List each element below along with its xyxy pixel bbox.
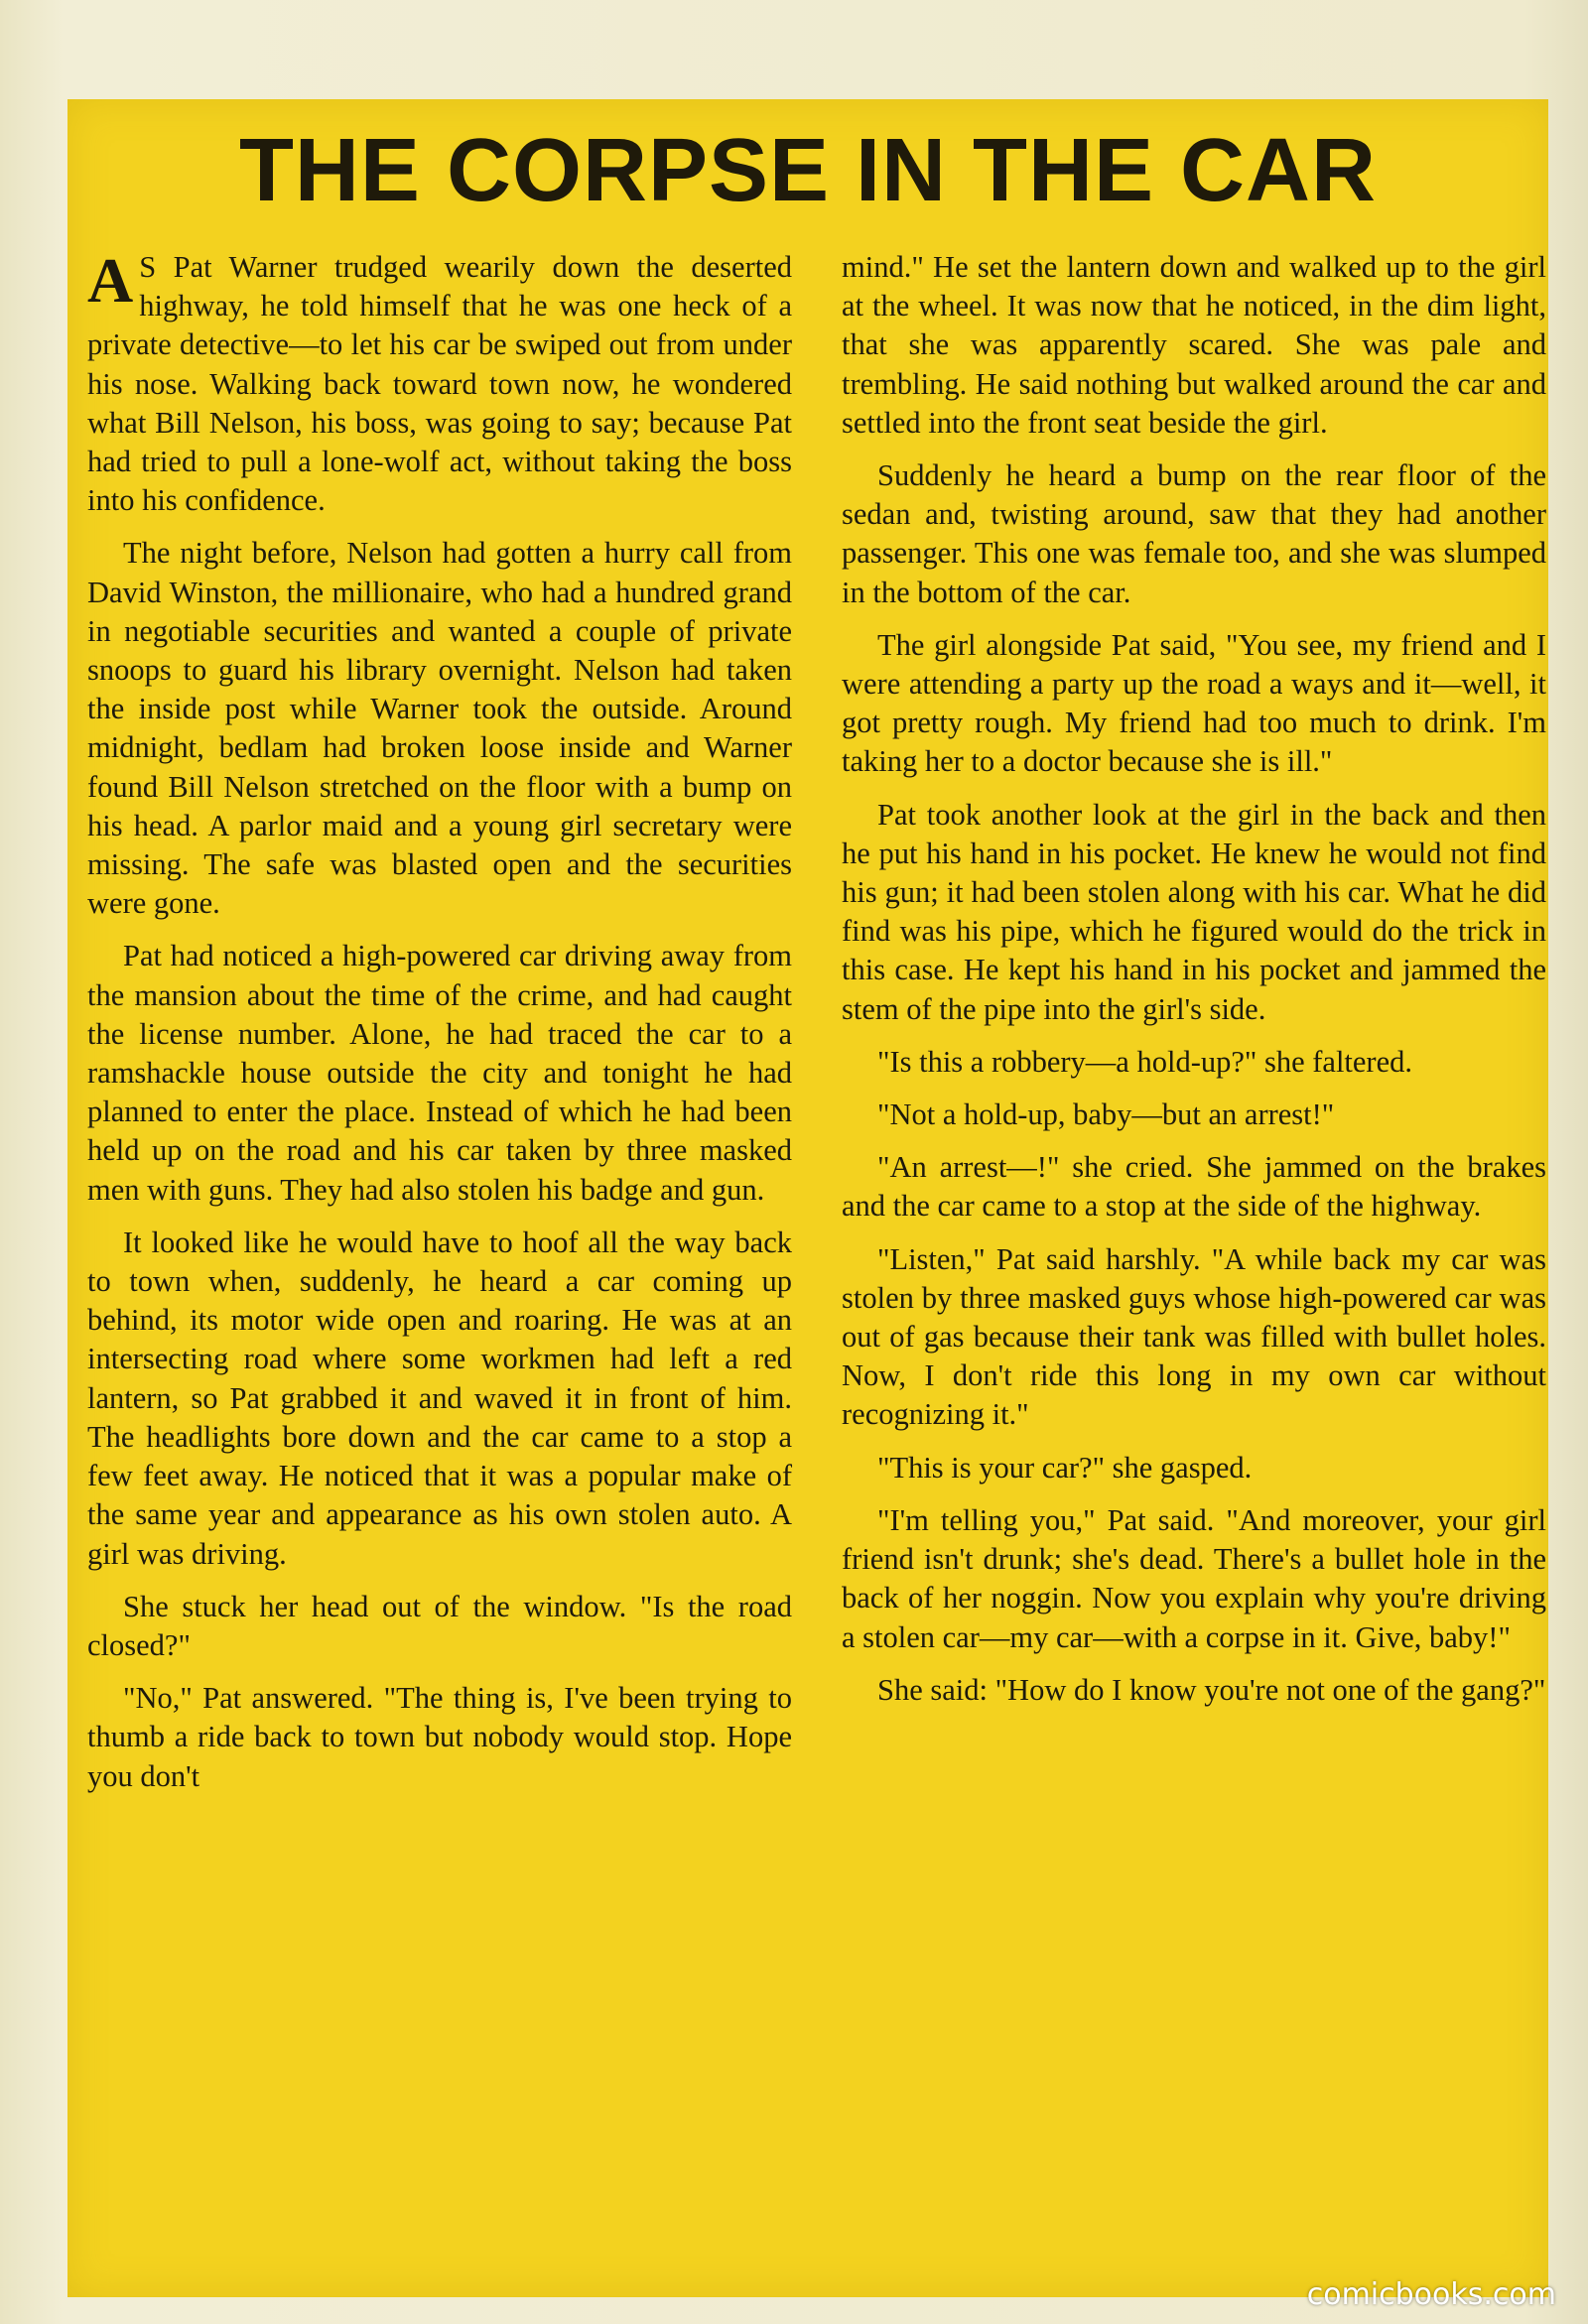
right-column bbox=[842, 248, 1546, 1724]
watermark-text: comicbooks.com bbox=[1306, 2277, 1556, 2312]
story-title: THE CORPSE IN THE CAR bbox=[238, 121, 1378, 220]
paragraph: "Not a hold-up, baby—but an arrest!" bbox=[877, 1097, 1335, 1132]
paragraph: "Listen," Pat said harshly. "A while back my car was stolen by three masked guys whose high-powered car was out of gas because their tank was filled with bullet holes. Now, I don't ride this long in my own car without recognizing it." bbox=[842, 1241, 1546, 1432]
paragraph: The girl alongside Pat said, "You see, my friend and I were attending a party up the road a ways and it—well, it got pretty rough. My friend had too much to drink. I'm taking her to a doctor because she is ill." bbox=[842, 627, 1546, 779]
paragraph: "This is your car?" she gasped. bbox=[877, 1450, 1253, 1485]
paragraph: "An arrest—!" she cried. She jammed on the brakes and the car came to a stop at the side of the highway. bbox=[842, 1150, 1546, 1224]
drop-cap: A bbox=[87, 245, 134, 316]
paragraph bbox=[87, 245, 792, 520]
paragraph: She stuck her head out of the window. "Is the road closed?" bbox=[87, 1589, 792, 1662]
paragraph: mind." He set the lantern down and walked up to the girl at the wheel. It was now that he noticed, in the dim light, that she was apparently scared. She was pale and trembling. He said nothing but walked around the car and settled into the front seat beside the girl. bbox=[842, 250, 1546, 440]
paragraph: Suddenly he heard a bump on the rear floor of the sedan and, twisting around, saw that they had another passenger. This one was female too, and she was slumped in the bottom of the car. bbox=[842, 458, 1546, 609]
paragraph: Pat took another look at the girl in the back and then he put his hand in his pocket. He knew he would not find his gun; it had been stolen along with his car. What he did find was his pipe, which he figured would do the trick in this case. He kept his hand in his pocket and jammed the stem of the pipe into the girl's side. bbox=[842, 797, 1546, 1026]
paragraph: "No," Pat answered. "The thing is, I've been trying to thumb a ride back to town but nobody would stop. Hope you don't bbox=[87, 1681, 792, 1793]
paragraph: She said: "How do I know you're not one of the gang?" bbox=[877, 1672, 1546, 1707]
paragraph: Pat had noticed a high-powered car driving away from the mansion about the time of the crime, and had caught the license number. Alone, he had traced the car to a ramshackle house outside the city and tonight he had planned to enter the place. Instead of which he had been held up on the road and his car taken by three masked men with guns. They had also stolen his badge and gun. bbox=[87, 939, 792, 1207]
paragraph: The night before, Nelson had gotten a hurry call from David Winston, the millionaire, who had a hundred grand in negotiable securities and wanted a couple of private snoops to guard his library overnight. Nelson had taken the inside post while Warner took the outside. Around midnight, bedlam had broken loose inside and Warner found Bill Nelson stretched on the floor with a bump on his head. A parlor maid and a young girl secretary were missing. The safe was blasted open and the securities were gone. bbox=[87, 536, 792, 921]
paragraph: "Is this a robbery—a hold-up?" she faltered. bbox=[877, 1044, 1412, 1079]
left-column bbox=[87, 245, 792, 1810]
paragraph: It looked like he would have to hoof all the way back to town when, suddenly, he heard a car coming up behind, its motor wide open and roaring. He was at an intersecting road where some workmen had left a red lantern, so Pat grabbed it and waved it in front of him. The headlights bore down and the car came to a stop a few feet away. He noticed that it was a popular make of the same year and appearance as his own stolen auto. A girl was driving. bbox=[87, 1225, 792, 1571]
paragraph-text: S Pat Warner trudged wearily down the deserted highway, he told himself that he was one heck of a private detective—to let his car be swiped out from under his nose. Walking back toward town now, he wondered what Bill Nelson, his boss, was going to say; because Pat had tried to pull a lone-wolf act, without taking the boss into his confidence. bbox=[87, 250, 792, 518]
paragraph: "I'm telling you," Pat said. "And moreover, your girl friend isn't drunk; she's dead. There's a bullet hole in the back of her noggin. Now you explain why you're driving a stolen car—my car—with a corpse in it. Give, baby!" bbox=[842, 1502, 1546, 1654]
story-panel bbox=[67, 99, 1548, 2297]
